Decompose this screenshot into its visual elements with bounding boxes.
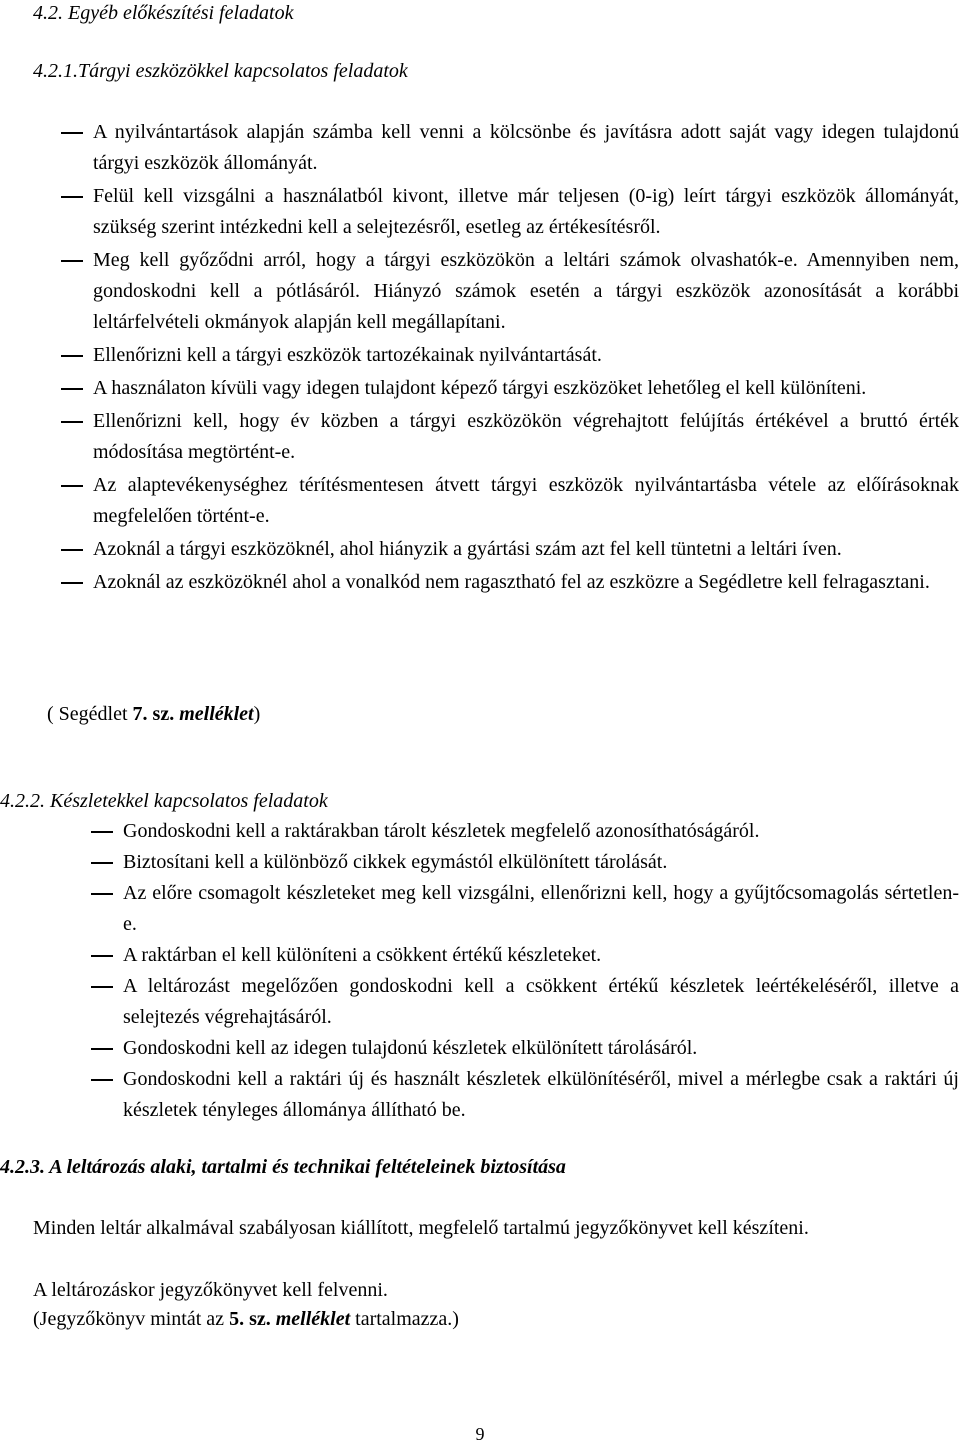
list-item: Meg kell győződni arról, hogy a tárgyi eszközökön a leltári számok olvashatók-e. Amennyiben nem, gondoskodni kell a pótlásáról. Hiányzó számok esetén a tárgyi eszközök azonosítását a korábbi leltárfelvételi okmányok alapján kell megállapítani. — [33, 245, 959, 338]
list-item: Azoknál az eszközöknél ahol a vonalkód nem ragasztható fel az eszközre a Segédletre kell felragasztani. — [33, 567, 959, 598]
paragraph-minutes-requirement: Minden leltár alkalmával szabályosan kiállított, megfelelő tartalmú jegyzőkönyvet kell készíteni. — [33, 1217, 809, 1239]
template-note-open: (Jegyzőkönyv mintát az — [33, 1308, 230, 1330]
appendix-note-number: 7. sz. — [132, 703, 180, 725]
list-item: Gondoskodni kell a raktárakban tárolt készletek megfelelő azonosíthatóságáról. — [33, 816, 959, 847]
fixed-assets-task-list — [33, 117, 959, 600]
list-item: Azoknál a tárgyi eszközöknél, ahol hiányzik a gyártási szám azt fel kell tüntetni a leltári íven. — [33, 534, 959, 565]
template-note-close: tartalmazza.) — [350, 1308, 459, 1330]
list-item: Az előre csomagolt készleteket meg kell vizsgálni, ellenőrizni kell, hogy a gyűjtőcsomagolás sértetlen-e. — [33, 878, 959, 940]
inventory-task-list — [33, 816, 959, 1126]
appendix-note — [47, 699, 260, 730]
section-heading-4-2-1: 4.2.1.Tárgyi eszközökkel kapcsolatos feladatok — [33, 60, 408, 82]
appendix-note-label: melléklet — [179, 703, 254, 725]
list-item: A nyilvántartások alapján számba kell venni a kölcsönbe és javításra adott saját vagy idegen tulajdonú tárgyi eszközök állományát. — [33, 117, 959, 179]
section-heading-4-2: 4.2. Egyéb előkészítési feladatok — [33, 2, 294, 24]
list-item: Biztosítani kell a különböző cikkek egymástól elkülönített tárolását. — [33, 847, 959, 878]
section-heading-4-2-2: 4.2.2. Készletekkel kapcsolatos feladatok — [0, 790, 328, 812]
list-item: Ellenőrizni kell a tárgyi eszközök tartozékainak nyilvántartását. — [33, 340, 959, 371]
template-note-number: 5. sz. — [229, 1308, 276, 1330]
appendix-note-open: ( Segédlet — [47, 703, 133, 725]
paragraph-minutes-record: A leltározáskor jegyzőkönyvet kell felvenni. — [33, 1279, 388, 1301]
appendix-note-close: ) — [253, 703, 261, 725]
list-item: Gondoskodni kell az idegen tulajdonú készletek elkülönített tárolásáról. — [33, 1033, 959, 1064]
list-item: A leltározást megelőzően gondoskodni kell a csökkent értékű készletek leértékeléséről, illetve a selejtezés végrehajtásáról. — [33, 971, 959, 1033]
list-item: Gondoskodni kell a raktári új és használt készletek elkülönítéséről, mivel a mérlegbe csak a raktári új készletek tényleges állománya állítható be. — [33, 1064, 959, 1126]
list-item: Ellenőrizni kell, hogy év közben a tárgyi eszközökön végrehajtott felújítás értékével a bruttó érték módosítása megtörtént-e. — [33, 406, 959, 468]
list-item: A raktárban el kell különíteni a csökkent értékű készleteket. — [33, 940, 959, 971]
list-item: A használaton kívüli vagy idegen tulajdont képező tárgyi eszközöket lehetőleg el kell különíteni. — [33, 373, 959, 404]
section-heading-4-2-3: 4.2.3. A leltározás alaki, tartalmi és technikai feltételeinek biztosítása — [0, 1156, 566, 1178]
list-item: Az alaptevékenységhez térítésmentesen átvett tárgyi eszközök nyilvántartásba vétele az előírásoknak megfelelően történt-e. — [33, 470, 959, 532]
page-number: 9 — [475, 1424, 485, 1444]
list-item: Felül kell vizsgálni a használatból kivont, illetve már teljesen (0-ig) leírt tárgyi eszközök állományát, szükség szerint intézkedni kell a selejtezésről, esetleg az értékesítésről. — [33, 181, 959, 243]
paragraph-minutes-template — [33, 1304, 459, 1335]
template-note-label: melléklet — [275, 1308, 351, 1330]
